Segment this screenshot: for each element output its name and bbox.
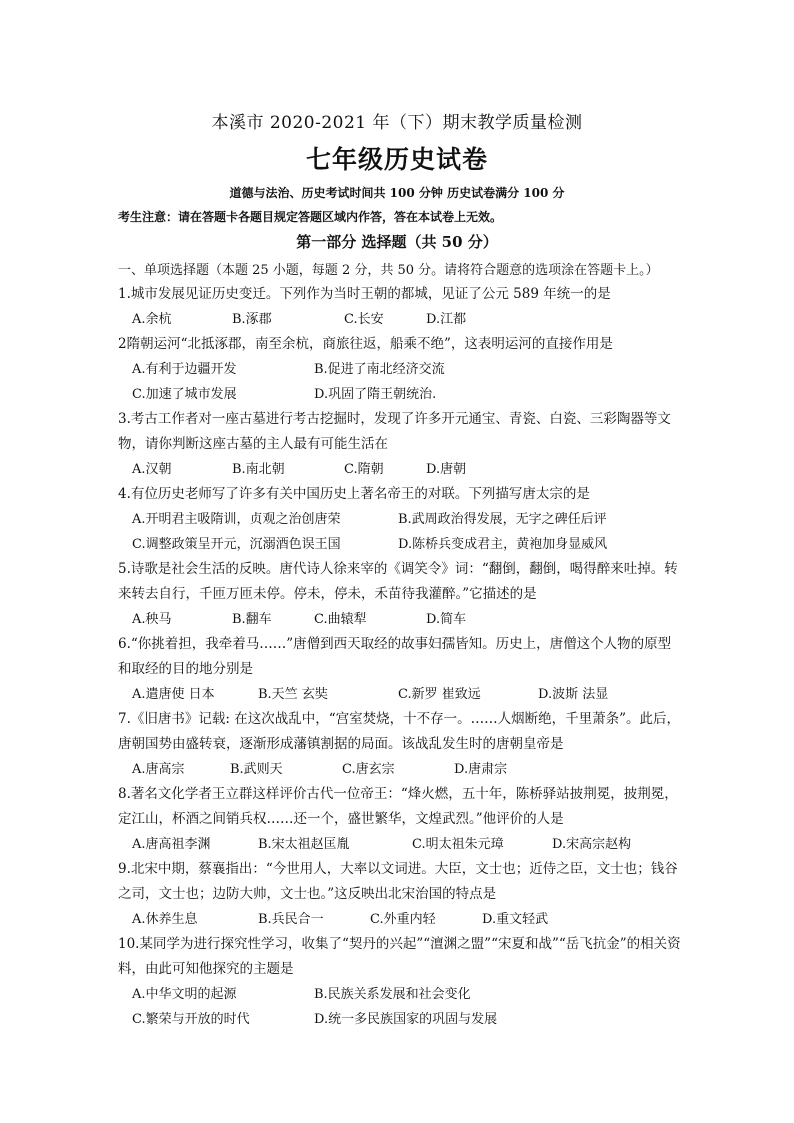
option-row [118,832,684,857]
option-d: D.重文轻武 [482,912,549,927]
question-stem: 8.著名文化学者王立群这样评价古代一位帝王：“烽火燃，五十年，陈桥驿站披荆冕，披荆冕，定江山，杯酒之间销兵权……还一个，盛世繁华，文煌武烈。”他评价的人是 [118,786,678,827]
part-title: 第一部分 选择题（共 50 分） [296,233,498,251]
option-row [118,982,684,1032]
question-stem: 5.诗歌是社会生活的反映。唐代诗人徐来宰的《调笑令》词：“翻倒，翻倒，喝得醉来吐掉。转来转去自行，千匝万匝未停。停未，停未，禾苗待我灌醉。”它描述的是 [118,561,678,602]
option-d: D.简车 [426,612,467,627]
question-list [118,282,684,1032]
option-a: A.余杭 [132,312,172,327]
question-3 [118,407,684,482]
question-stem: 2隋朝运河“北抵涿郡，南至余杭，商旅往返，船乘不绝”，这表明运河的直接作用是 [118,336,613,352]
question-stem: 6.“你挑着担，我牵着马……”唐僧到西天取经的故事妇孺皆知。历史上，唐僧这个人物的原型和取经的目的地分别是 [118,636,672,677]
option-b: B.南北朝 [232,462,285,477]
option-a: A.唐高宗 [132,762,185,777]
option-row [118,507,684,557]
question-stem: 4.有位历史老师写了许多有关中国历史上著名帝王的对联。下列描写唐太宗的是 [118,486,590,502]
option-c: C.曲辕犁 [314,612,367,627]
option-d: D.陈桥兵变成君主，黄袍加身显威风 [398,537,608,552]
option-d: D.统一多民族国家的巩固与发展 [314,1012,498,1027]
question-1 [118,282,684,332]
option-row [118,607,684,632]
option-d: D.唐朝 [426,462,467,477]
option-b: B.民族关系发展和社会变化 [314,987,471,1002]
question-2 [118,332,684,407]
option-c: C.明太祖朱元璋 [412,837,504,852]
option-row [118,682,684,707]
question-8 [118,782,684,857]
question-10 [118,932,684,1032]
question-5 [118,557,684,632]
option-c: C.加速了城市发展 [132,387,237,402]
option-a: A.汉朝 [132,462,172,477]
question-stem: 3.考古工作者对一座古墓进行考古挖掘时，发现了许多开元通宝、青瓷、白瓷、三彩陶器等文物，请你判断这座古墓的主人最有可能生活在 [118,411,671,452]
exam-title-line1: 本溪市 2020-2021 年（下）期末教学质量检测 [211,113,583,133]
option-b: B.翻车 [232,612,272,627]
question-stem: 7.《旧唐书》记载: 在这次战乱中，“宫室焚烧，十不存一。……人烟断绝，千里萧条”。此后，唐朝国势由盛转衰，逐渐形成藩镇割据的局面。该战乱发生时的唐朝皇帝是 [118,711,681,752]
question-stem: 10.某同学为进行探究性学习，收集了“契丹的兴起”“澶渊之盟”“宋夏和战”“岳飞抗金”的相关资料，由此可知他探究的主题是 [118,936,681,977]
option-d: D.宋高宗赵构 [552,837,632,852]
question-stem: 1.城市发展见证历史变迁。下列作为当时王朝的都城，见证了公元 589 年统一的是 [118,286,611,302]
option-row [118,907,684,932]
option-c: C.唐玄宗 [342,762,395,777]
option-b: B.武周政治得发展，无字之碑任后评 [398,512,607,527]
option-row [118,757,684,782]
option-b: B.兵民合一 [258,912,324,927]
option-b: B.宋太祖赵匡胤 [258,837,350,852]
option-c: C.调整政策呈开元，沉溺酒色误王国 [132,537,341,552]
option-a: A.有利于边疆开发 [132,362,237,377]
option-row [118,357,684,407]
exam-notice: 考生注意：请在答题卡各题目规定答题区域内作答，答在本试卷上无效。 [118,210,503,224]
option-b: B.涿郡 [232,312,272,327]
option-c: C.外重内轻 [370,912,436,927]
option-a: A.开明君主吸隋训，贞观之治创唐荣 [132,512,341,527]
option-a: A.中华文明的起源 [132,987,237,1002]
option-d: D.江都 [426,312,467,327]
option-d: D.波斯 法显 [538,687,609,702]
option-a: A.休养生息 [132,912,198,927]
option-c: C.隋朝 [344,462,384,477]
option-a: A.唐高祖李渊 [132,837,211,852]
option-b: B.促进了南北经济交流 [314,362,445,377]
option-a: A.遣唐使 日本 [132,687,215,702]
exam-subtitle: 道德与法治、历史考试时间共 100 分钟 历史试卷满分 100 分 [229,186,565,200]
exam-title-line2: 七年级历史试卷 [305,145,488,174]
option-c: C.繁荣与开放的时代 [132,1012,250,1027]
option-b: B.天竺 玄奘 [258,687,328,702]
option-row [118,307,684,332]
option-c: C.新罗 崔致远 [398,687,481,702]
option-d: D.唐肃宗 [454,762,508,777]
question-4 [118,482,684,557]
option-d: D.巩固了隋王朝统治. [314,387,437,402]
option-c: C.长安 [344,312,384,327]
option-b: B.武则天 [230,762,283,777]
option-a: A.秧马 [132,612,172,627]
option-row [118,457,684,482]
question-6 [118,632,684,707]
question-7 [118,707,684,782]
section-instruction: 一、单项选择题（本题 25 小题，每题 2 分，共 50 分。请将符合题意的选项涂在答题卡上。） [118,263,659,278]
question-9 [118,857,684,932]
question-stem: 9.北宋中期，蔡襄指出：“今世用人，大率以文词进。大臣，文士也；近侍之臣，文士也；钱谷之司，文士也；边防大帅，文士也。”这反映出北宋治国的特点是 [118,861,678,902]
